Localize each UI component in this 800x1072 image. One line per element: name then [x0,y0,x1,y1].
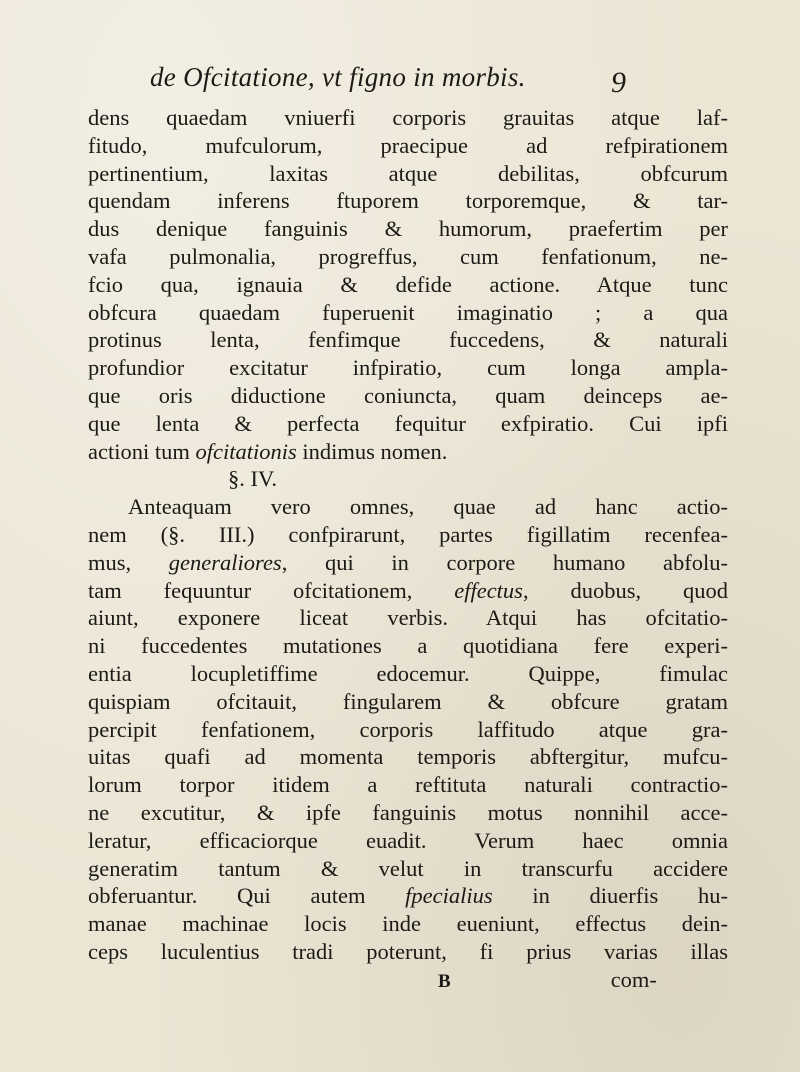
italic-term: effectus [454,577,523,603]
text-line: que oris diductione coniuncta, quam deinceps ae- [88,382,728,408]
text-line: percipit fenfationem, corporis laffitudo atque gra- [88,716,728,742]
text-line: entia locupletiffime edocemur. Quippe, fimulac [88,660,728,686]
body-text [88,104,728,994]
text-line: ni fuccedentes mutationes a quotidiana fere experi- [88,633,728,659]
text-line: ceps luculentius tradi poterunt, fi prius varias illas [88,938,728,964]
text-line: fitudo, mufculorum, praecipue ad refpirationem [88,132,728,158]
text-line: quispiam ofcitauit, fingularem & obfcure gratam [88,688,728,714]
section-heading: §. IV. [228,466,277,492]
text-line: pertinentium, laxitas atque debilitas, obfcurum [88,160,728,186]
text-line: ne excutitur, & ipfe fanguinis motus nonnihil acce- [88,799,728,825]
text-line: lorum torpor itidem a reftituta naturali contractio- [88,772,728,798]
text-line: tam fequuntur ofcitationem, effectus, duobus, quod [88,577,728,603]
running-title: de Ofcitatione, vt figno in morbis. [150,62,526,92]
text-line: obferuantur. Qui autem fpecialius in diuerfis hu- [88,883,728,909]
text-line: generatim tantum & velut in transcurfu accidere [88,855,728,881]
signature-line [88,966,728,994]
text-line: mus, generaliores, qui in corpore humano abfolu- [88,549,729,575]
text-line: profundior excitatur infpiratio, cum longa ampla- [88,355,728,381]
text-line: obfcura quaedam fuperuenit imaginatio ; a qua [88,299,728,325]
text-line: dus denique fanguinis & humorum, praefertim per [88,216,728,242]
text-line: manae machinae locis inde eueniunt, effectus dein- [88,911,728,937]
text-line: vafa pulmonalia, progreffus, cum fenfationum, ne- [88,243,728,269]
text-line: que lenta & perfecta fequitur exfpiratio. Cui ipfi [88,410,728,436]
catchword: com- [610,966,657,992]
text-line: dens quaedam vniuerfi corporis grauitas atque laf- [88,105,728,130]
text-line: leratur, efficaciorque euadit. Verum haec omnia [88,827,728,853]
text-line: aiunt, exponere liceat verbis. Atqui has ofcitatio- [88,605,728,631]
italic-term: generaliores [168,549,282,575]
text-line: quendam inferens ftuporem torporemque, & tar- [88,188,728,214]
signature-mark: B [438,970,451,992]
text-line: uitas quafi ad momenta temporis abftergitur, mufcu- [88,744,728,770]
text-line: nem (§. III.) confpirarunt, partes figillatim recenfea- [88,521,728,547]
page-number: 9 [611,66,626,99]
text-line: fcio qua, ignauia & defide actione. Atque tunc [88,271,728,297]
italic-term: fpecialius [405,883,493,909]
italic-term: ofcitationis [195,438,297,464]
text-line: actioni tum ofcitationis indimus nomen. [88,438,448,464]
text-line: Anteaquam vero omnes, quae ad hanc actio- [128,494,728,520]
text-line: protinus lenta, fenfimque fuccedens, & naturali [88,327,728,353]
